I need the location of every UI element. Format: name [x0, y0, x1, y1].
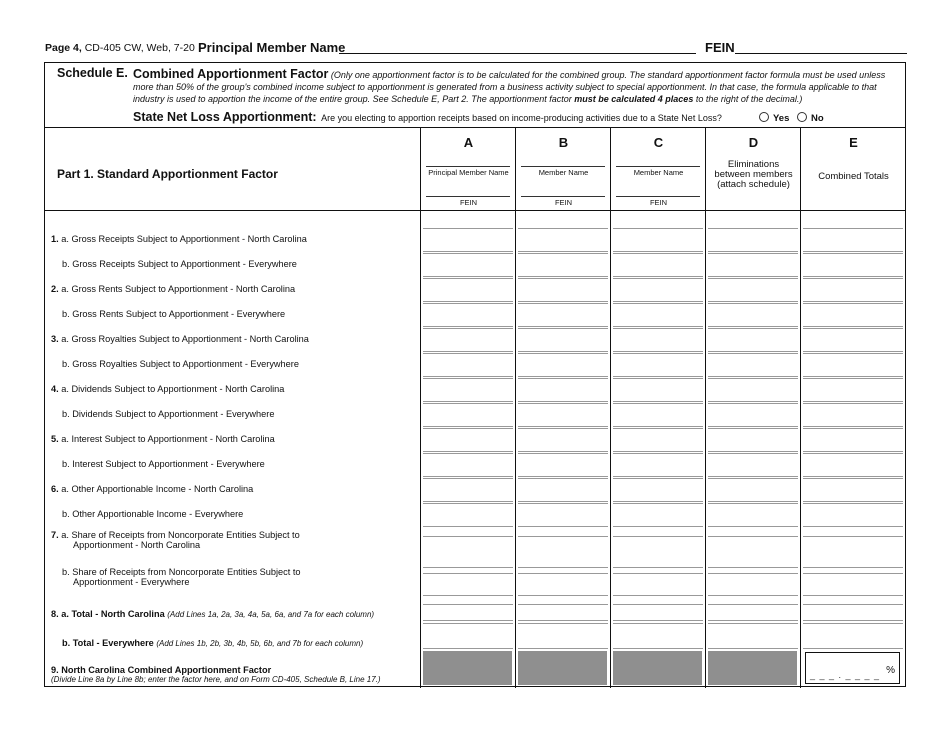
line-4-col-c[interactable] [613, 303, 703, 327]
snl-yes-radio[interactable]: Yes [759, 112, 789, 124]
line-6-col-c[interactable] [613, 353, 703, 377]
line-4-col-d[interactable] [708, 303, 798, 327]
divider [45, 127, 905, 128]
schedule-title: Combined Apportionment Factor [133, 67, 329, 81]
column-c-caption: Member Name [633, 168, 684, 177]
line-1-label: 1. a. Gross Receipts Subject to Apportionment - North Carolina [51, 234, 307, 244]
schedule-label: Schedule E. [57, 66, 128, 80]
column-a-name-line[interactable] [426, 166, 510, 167]
line-5-col-c[interactable] [613, 328, 703, 352]
column-b-name-line[interactable] [521, 166, 605, 167]
line-8-col-a[interactable] [423, 403, 513, 427]
line-12-col-e[interactable] [803, 503, 903, 527]
principal-member-name-field[interactable] [339, 53, 696, 54]
line-11-col-a[interactable] [423, 478, 513, 502]
column-divider [515, 127, 516, 688]
line-11-label: 6. a. Other Apportionable Income - North Carolina [51, 484, 254, 494]
schedule-e-form [44, 62, 906, 687]
line-1-col-b[interactable] [518, 228, 608, 252]
line-6-label: b. Gross Royalties Subject to Apportionment - Everywhere [62, 359, 299, 369]
line-10-col-c[interactable] [613, 453, 703, 477]
line-8-col-c[interactable] [613, 403, 703, 427]
line-10-col-b[interactable] [518, 453, 608, 477]
line-2-col-c[interactable] [613, 253, 703, 277]
line-5-col-b[interactable] [518, 328, 608, 352]
part1-title: Part 1. Standard Apportionment Factor [57, 167, 278, 181]
column-a-fein-line[interactable] [426, 196, 510, 197]
line-12-col-b[interactable] [518, 503, 608, 527]
line-4-label: b. Gross Rents Subject to Apportionment - Everywhere [62, 309, 286, 319]
line-1-col-d[interactable] [708, 228, 798, 252]
column-divider [420, 127, 421, 688]
fein-label: FEIN [705, 40, 735, 55]
line-13-col-c[interactable] [613, 536, 703, 568]
page-number: Page 4, CD-405 CW, Web, 7-20 [45, 42, 195, 54]
line-5-col-d[interactable] [708, 328, 798, 352]
divider [45, 210, 905, 211]
total-everywhere-col-b[interactable] [518, 623, 608, 649]
snl-no-radio[interactable]: No [797, 112, 824, 124]
line-5-label: 3. a. Gross Royalties Subject to Apportionment - North Carolina [51, 334, 309, 344]
line-9-shaded-col-a [423, 651, 512, 685]
line-2-label: b. Gross Receipts Subject to Apportionment - Everywhere [62, 259, 297, 269]
page-header [45, 40, 907, 56]
line-13-col-d[interactable] [708, 536, 798, 568]
line-5-col-a[interactable] [423, 328, 513, 352]
line-13-col-e[interactable] [803, 536, 903, 568]
line-3-col-c[interactable] [613, 278, 703, 302]
line-8-label: b. Dividends Subject to Apportionment - Everywhere [62, 409, 275, 419]
line-8-col-d[interactable] [708, 403, 798, 427]
line-3-col-b[interactable] [518, 278, 608, 302]
line-9-label: 5. a. Interest Subject to Apportionment - North Carolina [51, 434, 275, 444]
line-2-col-d[interactable] [708, 253, 798, 277]
line-10-col-e[interactable] [803, 453, 903, 477]
column-b-fein-line[interactable] [521, 196, 605, 197]
line-10-col-d[interactable] [708, 453, 798, 477]
total-north-carolina-col-e[interactable] [803, 595, 903, 621]
line-7-col-c[interactable] [613, 378, 703, 402]
line-9-col-a[interactable] [423, 428, 513, 452]
line-4-col-a[interactable] [423, 303, 513, 327]
line-3-col-d[interactable] [708, 278, 798, 302]
column-c-header: C [653, 135, 664, 150]
column-b-header: B [558, 135, 569, 150]
line-7-col-d[interactable] [708, 378, 798, 402]
total-everywhere-col-d[interactable] [708, 623, 798, 649]
fein-field[interactable] [735, 53, 907, 54]
line-11-col-e[interactable] [803, 478, 903, 502]
line-10-label: b. Interest Subject to Apportionment - Everywhere [62, 459, 265, 469]
line-11-col-d[interactable] [708, 478, 798, 502]
line-11-col-c[interactable] [613, 478, 703, 502]
line-7-col-e[interactable] [803, 378, 903, 402]
line-9-shaded-col-b [518, 651, 607, 685]
line-5-col-e[interactable] [803, 328, 903, 352]
total-everywhere-col-e[interactable] [803, 623, 903, 649]
line-13-col-b[interactable] [518, 536, 608, 568]
column-divider [705, 127, 706, 688]
line-12-label: b. Other Apportionable Income - Everywhere [62, 509, 244, 519]
column-d-caption: Eliminations between members (attach schedule) [714, 159, 793, 190]
total-north-carolina-col-a[interactable] [423, 595, 513, 621]
line-9-col-e[interactable] [803, 428, 903, 452]
line-8-col-b[interactable] [518, 403, 608, 427]
line-1-col-e[interactable] [803, 228, 903, 252]
line-9-label: 9. North Carolina Combined Apportionment Factor (Divide Line 8a by Line 8b; enter the factor here, and on Form CD-405, Schedule B, Line 17.) [51, 665, 381, 684]
total-everywhere-col-a[interactable] [423, 623, 513, 649]
principal-member-label: Principal Member Name [198, 40, 346, 55]
column-c-fein-line[interactable] [616, 196, 700, 197]
column-c-name-line[interactable] [616, 166, 700, 167]
column-divider [610, 127, 611, 688]
total-north-carolina-col-d[interactable] [708, 595, 798, 621]
line-6-col-b[interactable] [518, 353, 608, 377]
line-3-label: 2. a. Gross Rents Subject to Apportionment - North Carolina [51, 284, 296, 294]
line-14-label: b. Share of Receipts from Noncorporate Entities Subject to Apportionment - Everywhere [62, 567, 301, 587]
line-1-col-a[interactable] [423, 228, 513, 252]
line-12-col-a[interactable] [423, 503, 513, 527]
column-b-caption: Member Name [538, 168, 589, 177]
column-e-header: E [849, 135, 858, 150]
line-2-col-b[interactable] [518, 253, 608, 277]
total-north-carolina-label: 8. a. Total - North Carolina (Add Lines 1a, 2a, 3a, 4a, 5a, 6a, and 7a for each column) [51, 609, 375, 619]
total-everywhere-col-c[interactable] [613, 623, 703, 649]
line-9-col-c[interactable] [613, 428, 703, 452]
line-6-col-d[interactable] [708, 353, 798, 377]
line-7-col-b[interactable] [518, 378, 608, 402]
column-divider [800, 127, 801, 688]
line-13-col-a[interactable] [423, 536, 513, 568]
total-everywhere-label: b. Total - Everywhere (Add Lines 1b, 2b, 3b, 4b, 5b, 6b, and 7b for each column) [62, 638, 364, 648]
line-3-col-e[interactable] [803, 278, 903, 302]
total-north-carolina-col-b[interactable] [518, 595, 608, 621]
column-d-header: D [748, 135, 759, 150]
line-4-col-e[interactable] [803, 303, 903, 327]
column-e-caption: Combined Totals [818, 171, 889, 182]
line-2-col-a[interactable] [423, 253, 513, 277]
line-7-label: 4. a. Dividends Subject to Apportionment - North Carolina [51, 384, 285, 394]
schedule-description: Combined Apportionment Factor (Only one apportionment factor is to be calculated for the combined group. The standard apportionment factor formula must be used unless more than 50% of the group's combined income subject to apportionment is generated from a business activity subject to special apportionment. In that case, the formula applicable to that industry is used to apportion the income of the entire group. See Schedule E, Part 2. The apportionment factor must be calculated 4 places to the right of the decimal.) [133, 67, 886, 104]
line-8-col-e[interactable] [803, 403, 903, 427]
line-4-col-b[interactable] [518, 303, 608, 327]
apportionment-factor-input[interactable]: _ _ _ . _ _ _ _ % [805, 652, 900, 684]
column-a-header: A [463, 135, 474, 150]
line-7-col-a[interactable] [423, 378, 513, 402]
line-13-label: 7. a. Share of Receipts from Noncorporate Entities Subject to Apportionment - North Carolina [51, 530, 300, 550]
line-2-col-e[interactable] [803, 253, 903, 277]
line-12-col-d[interactable] [708, 503, 798, 527]
state-net-loss-question: State Net Loss Apportionment: Are you electing to apportion receipts based on income-producing activities due to a State Net Loss? [133, 110, 722, 124]
line-9-shaded-col-d [708, 651, 797, 685]
column-c-fein: FEIN [649, 198, 668, 207]
column-a-fein: FEIN [459, 198, 478, 207]
column-a-caption: Principal Member Name [428, 168, 509, 177]
line-6-col-a[interactable] [423, 353, 513, 377]
line-9-shaded-col-c [613, 651, 702, 685]
line-11-col-b[interactable] [518, 478, 608, 502]
total-north-carolina-col-c[interactable] [613, 595, 703, 621]
line-12-col-c[interactable] [613, 503, 703, 527]
column-b-fein: FEIN [554, 198, 573, 207]
line-9-col-b[interactable] [518, 428, 608, 452]
line-9-col-d[interactable] [708, 428, 798, 452]
line-1-col-c[interactable] [613, 228, 703, 252]
line-3-col-a[interactable] [423, 278, 513, 302]
line-10-col-a[interactable] [423, 453, 513, 477]
line-6-col-e[interactable] [803, 353, 903, 377]
